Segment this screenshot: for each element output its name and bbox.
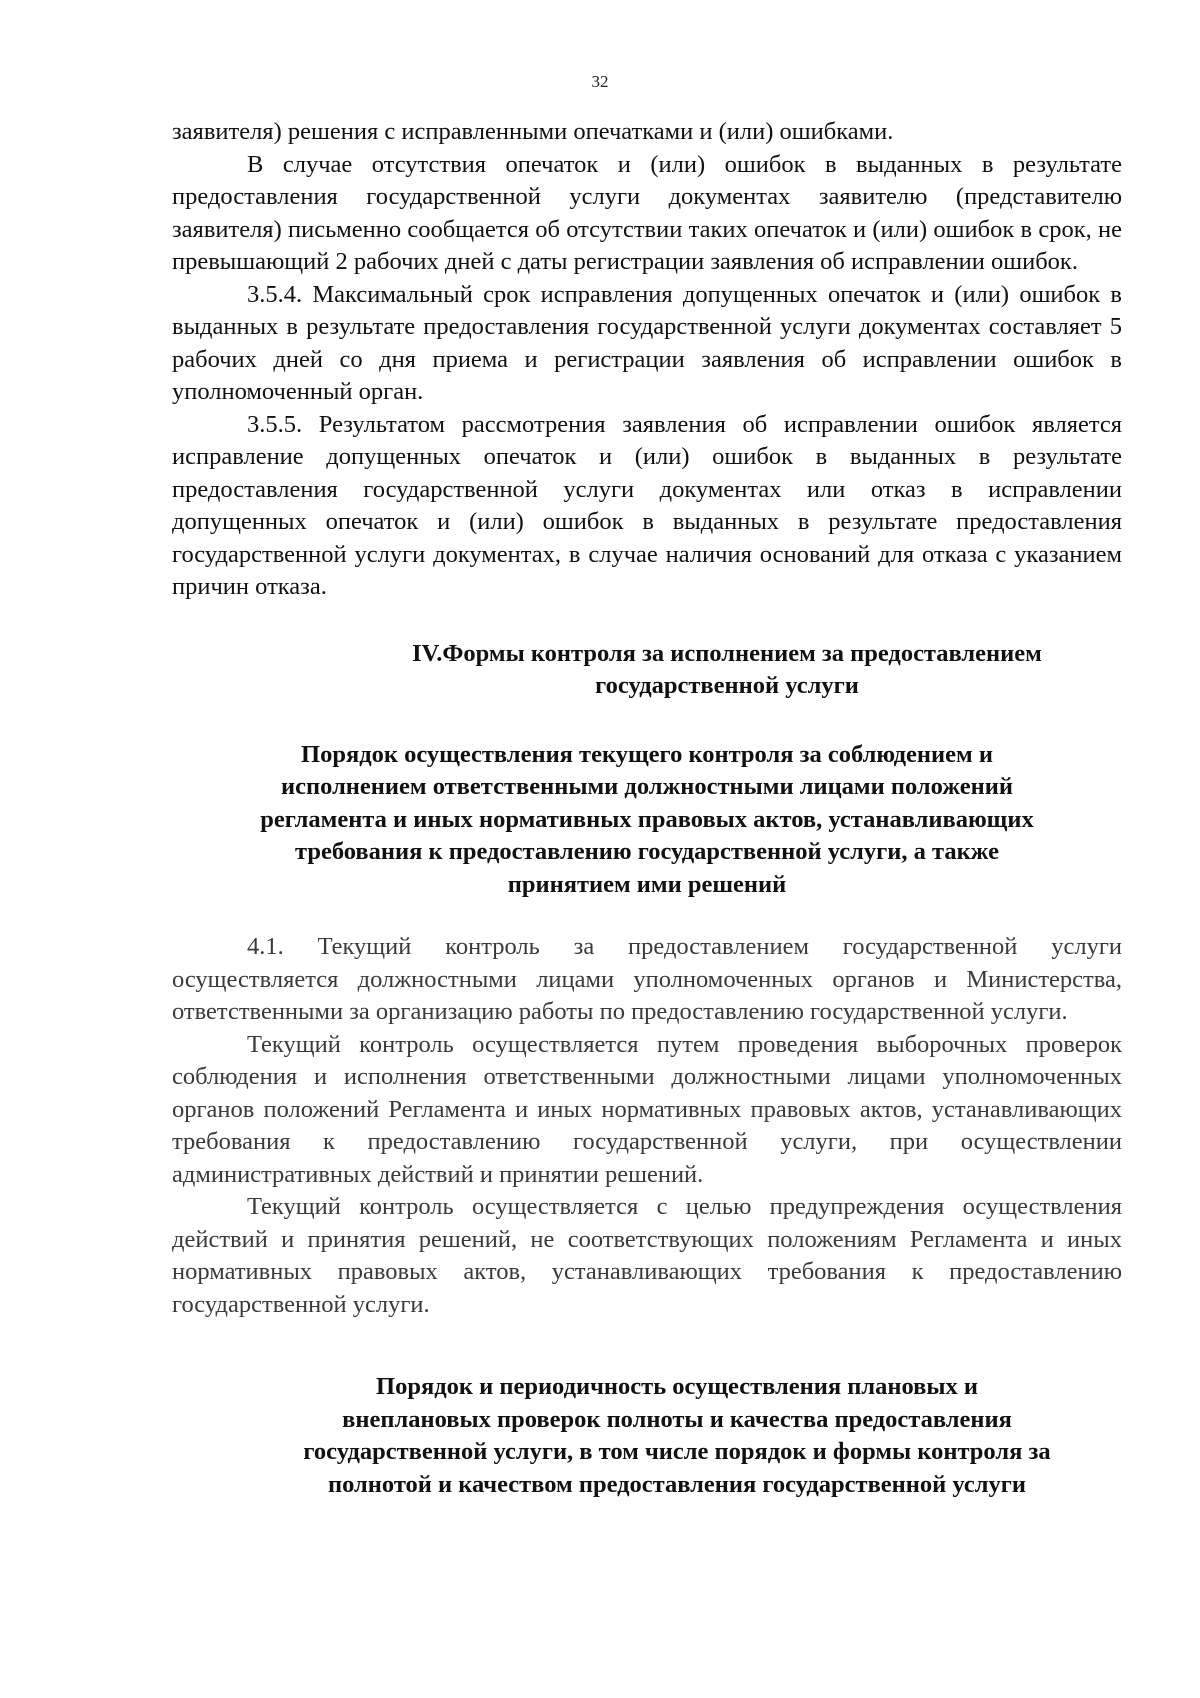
subheading-1-line-4: требования к предоставлению государственной услуги, а также bbox=[294, 838, 1000, 865]
paragraph-3-5-4: 3.5.4. Максимальный срок исправления допущенных опечаток и (или) ошибок в выданных в результате предоставления государственной услуги документах составляет 5 рабочих дней со дня приема и регистрации заявления об исправлении ошибок в уполномоченный орган. bbox=[172, 280, 1122, 405]
paragraph-3-5-5: 3.5.5. Результатом рассмотрения заявления об исправлении ошибок является исправление допущенных опечаток и (или) ошибок в выданных в результате предоставления государственной услуги документах или отказ в исправлении допущенных опечаток и (или) ошибок в выданных в результате предоставления государственной услуги документах, в случае наличия оснований для отказа с указанием причин отказа. bbox=[172, 410, 1122, 600]
paragraph-no-errors-case: В случае отсутствия опечаток и (или) ошибок в выданных в результате предоставления государственной услуги документах заявителю (представителю заявителя) письменно сообщается об отсутствии таких опечаток и (или) ошибок в срок, не превышающий 2 рабочих дней с даты регистрации заявления об исправлении ошибок. bbox=[172, 150, 1122, 275]
page-number: 32 bbox=[591, 72, 609, 91]
paragraph-current-control-purpose: Текущий контроль осуществляется с целью предупреждения осуществления действий и принятия решений, не соответствующих положениям Регламента и иных нормативных правовых актов, устанавливающих требования к предоставлению государственной услуги. bbox=[172, 1193, 1122, 1318]
page-content bbox=[172, 116, 1122, 1501]
subheading-2-line-3: государственной услуги, в том числе порядок и формы контроля за bbox=[303, 1438, 1051, 1465]
section-heading-line-1: IV.Формы контроля за исполнением за предоставлением bbox=[412, 639, 1042, 667]
subheading-1-line-3: регламента и иных нормативных правовых актов, устанавливающих bbox=[260, 805, 1034, 833]
paragraph-4-1: 4.1. Текущий контроль за предоставлением государственной услуги осуществляется должностными лицами уполномоченных органов и Министерства, ответственными за организацию работы по предоставлению государственной услуги. bbox=[172, 933, 1122, 1025]
section-heading-line-2: государственной услуги bbox=[595, 672, 859, 699]
subheading-2-line-4: полнотой и качеством предоставления государственной услуги bbox=[327, 1470, 1027, 1498]
section-heading-iv bbox=[172, 638, 1122, 703]
subheading-2-line-1: Порядок и периодичность осуществления плановых и bbox=[376, 1373, 978, 1400]
subheading-current-control bbox=[172, 739, 1122, 902]
subheading-2-line-2: внеплановых проверок полноты и качества предоставления bbox=[342, 1405, 1012, 1433]
paragraph-continuation: заявителя) решения с исправленными опечатками и (или) ошибками. bbox=[172, 118, 894, 145]
subheading-1-line-2: исполнением ответственными должностными лицами положений bbox=[281, 773, 1013, 800]
subheading-inspections bbox=[172, 1371, 1122, 1501]
subheading-1-line-5: принятием ими решений bbox=[507, 870, 787, 898]
paragraph-current-control-method: Текущий контроль осуществляется путем проведения выборочных проверок соблюдения и исполнения ответственными должностными лицами уполномоченных органов положений Регламента и иных нормативных правовых актов, устанавливающих требования к предоставлению государственной услуги, при осуществлении административных действий и принятии решений. bbox=[172, 1030, 1122, 1188]
subheading-1-line-1: Порядок осуществления текущего контроля за соблюдением и bbox=[301, 740, 993, 768]
